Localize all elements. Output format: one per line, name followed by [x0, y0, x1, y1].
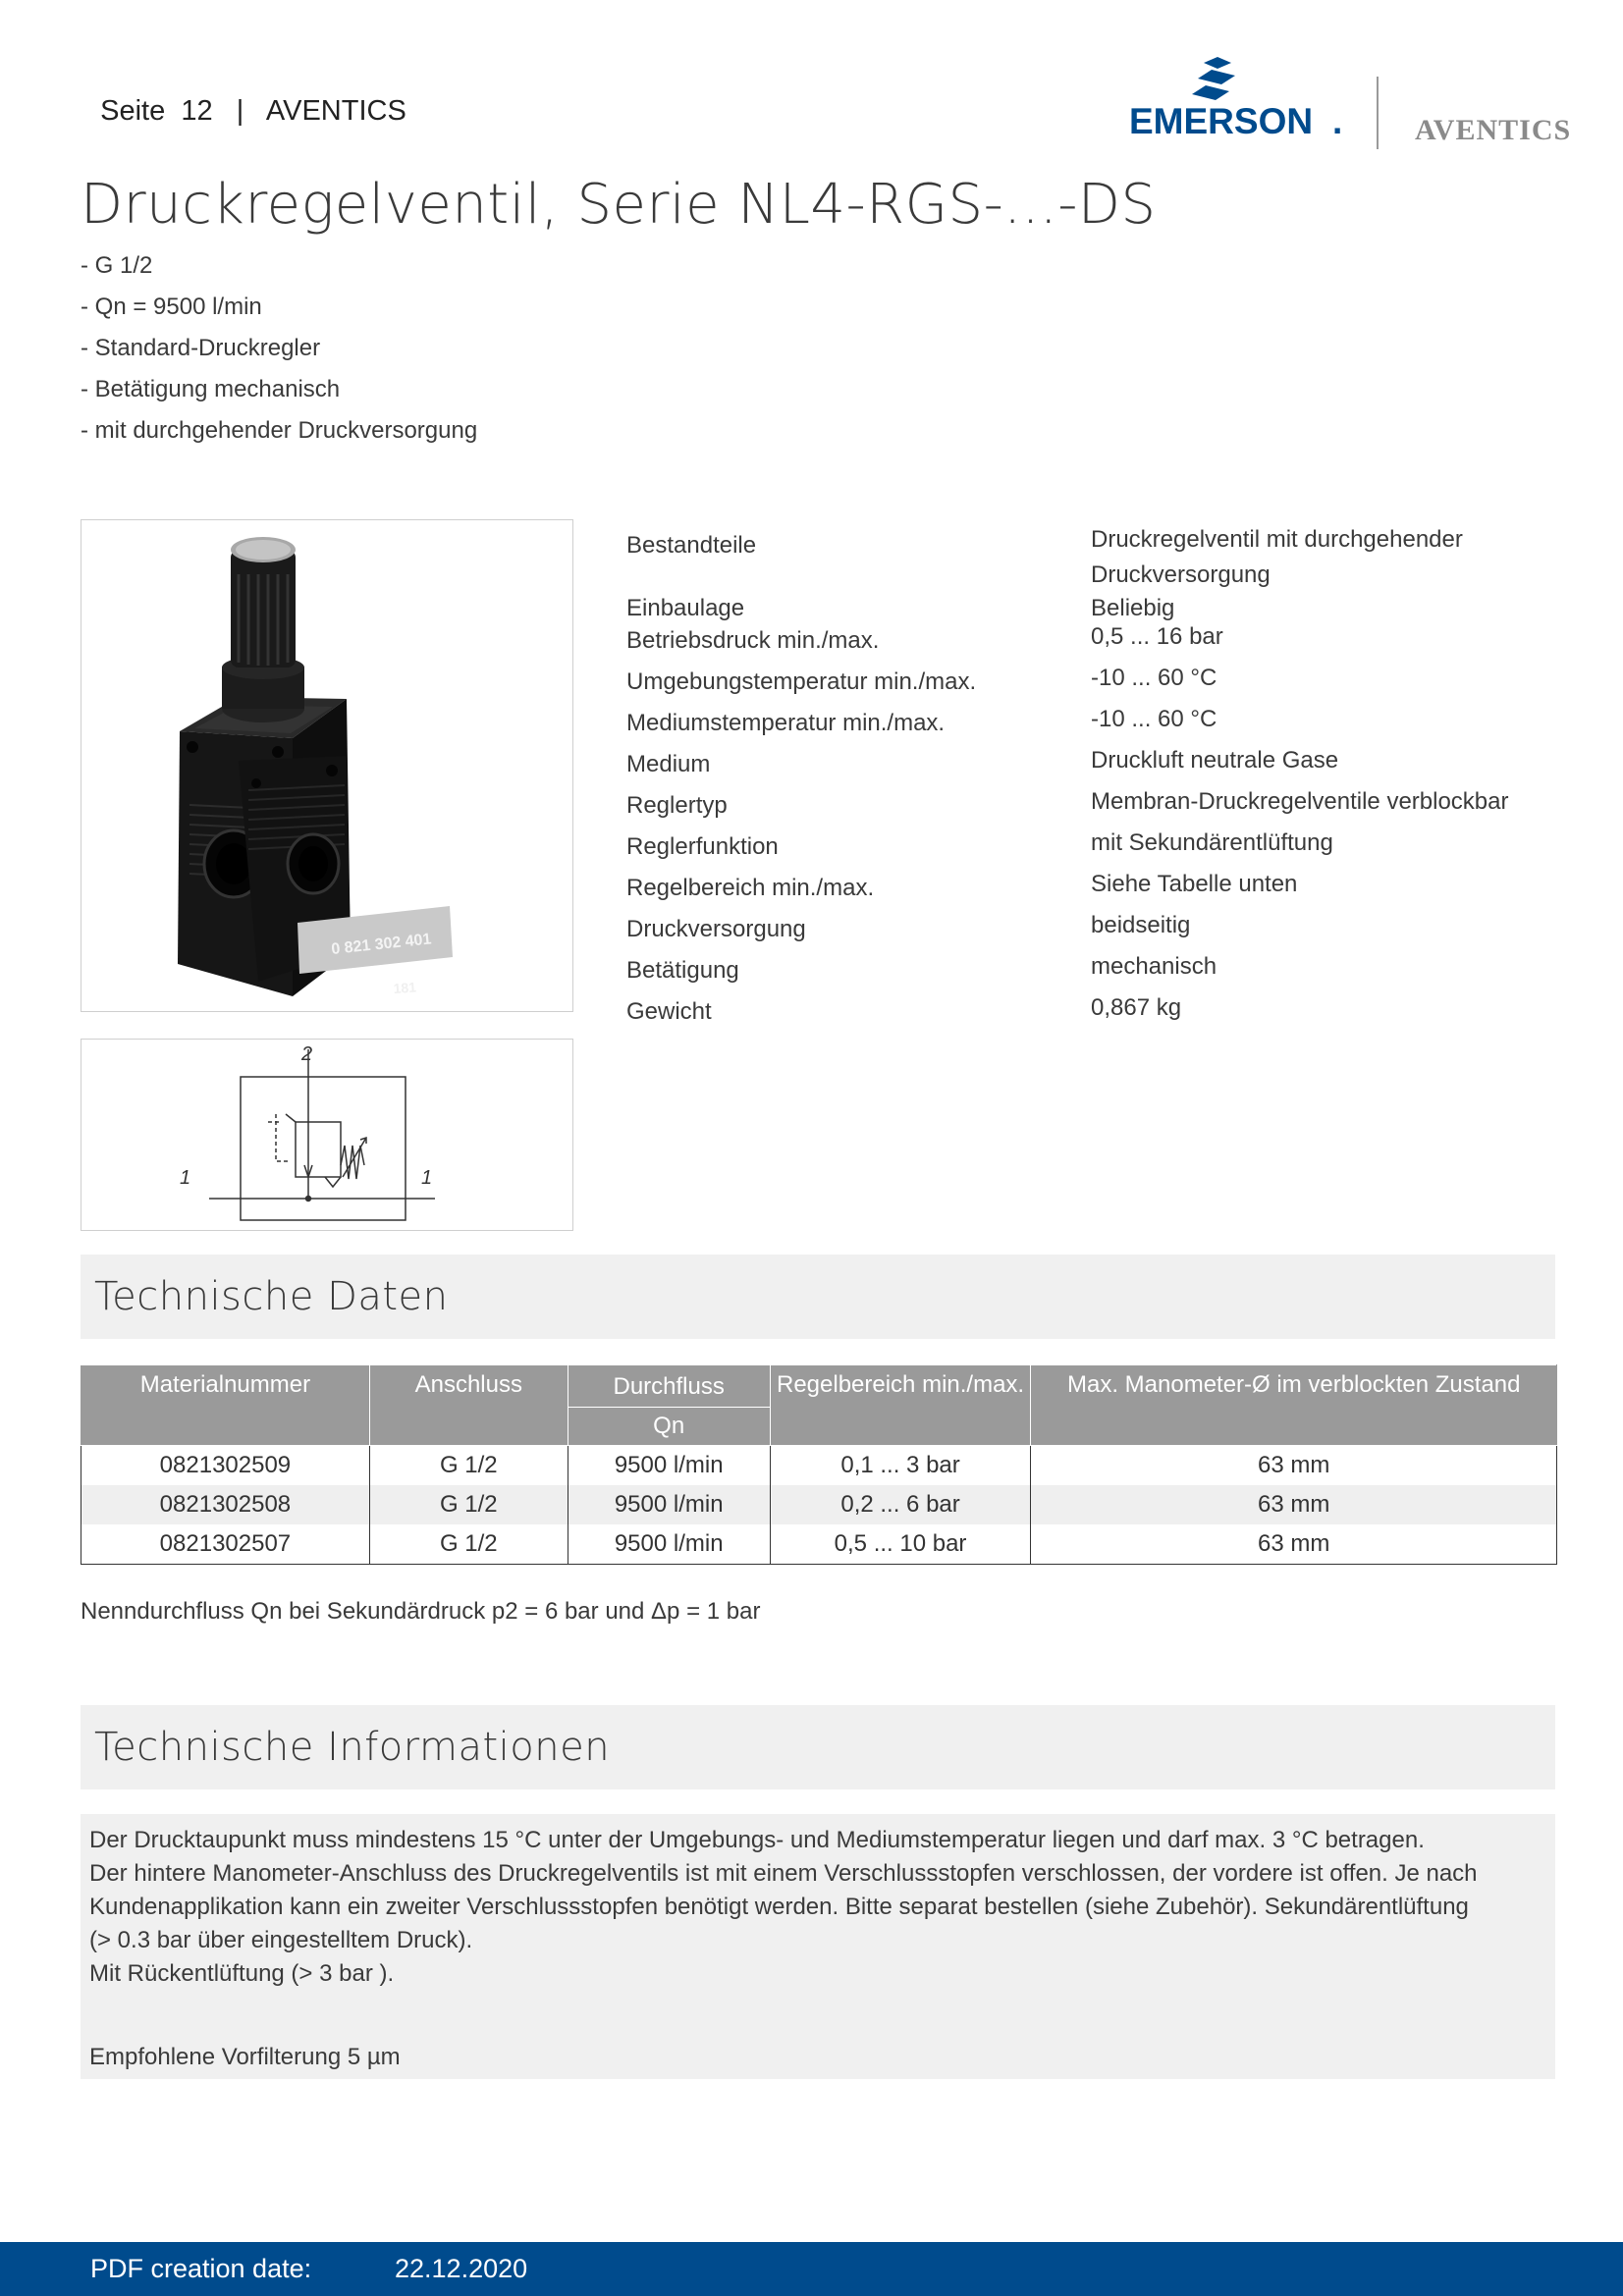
- table-cell: 0821302508: [81, 1485, 370, 1524]
- table-cell: G 1/2: [369, 1524, 568, 1565]
- info-line: (> 0.3 bar über eingestelltem Druck).: [89, 1927, 473, 1953]
- column-header: Anschluss: [369, 1365, 568, 1446]
- emerson-aventics-logo: [1127, 53, 1598, 151]
- page-title: Druckregelventil, Serie NL4-RGS-...-DS: [81, 173, 1157, 237]
- property-key: Betätigung: [626, 957, 739, 984]
- table-cell: 0821302507: [81, 1524, 370, 1565]
- property-row: [626, 744, 1549, 785]
- property-value-multiline: [1091, 522, 1549, 593]
- regulator-symbol-icon: [81, 1040, 572, 1230]
- table-cell: 0,1 ... 3 bar: [770, 1446, 1031, 1486]
- product-image: [81, 519, 573, 1012]
- emerson-wordmark: EMERSON: [1129, 101, 1314, 141]
- property-key: Medium: [626, 751, 711, 777]
- product-label-code: 181: [393, 979, 417, 996]
- table-footnote: Nenndurchfluss Qn bei Sekundärdruck p2 = 6 bar und Δp = 1 bar: [81, 1598, 761, 1625]
- feature-item: - Standard-Druckregler: [81, 335, 321, 361]
- property-key: Regelbereich min./max.: [626, 875, 875, 901]
- footer-label: PDF creation date:: [90, 2254, 312, 2283]
- property-key: Gewicht: [626, 998, 712, 1025]
- feature-item: - G 1/2: [81, 252, 153, 279]
- aventics-wordmark: AVENTICS: [1415, 114, 1572, 146]
- property-row: [626, 785, 1549, 827]
- table-row: [81, 1485, 1557, 1524]
- table-cell: G 1/2: [369, 1485, 568, 1524]
- property-key: Druckversorgung: [626, 916, 806, 942]
- table-cell: 9500 l/min: [568, 1446, 770, 1486]
- property-row: [626, 662, 1549, 703]
- feature-item: - Qn = 9500 l/min: [81, 294, 262, 320]
- property-value: Beliebig: [1091, 595, 1175, 621]
- table-row: [81, 1446, 1557, 1486]
- property-key: Reglerfunktion: [626, 833, 779, 860]
- property-value: mit Sekundärentlüftung: [1091, 829, 1333, 856]
- table-cell: 9500 l/min: [568, 1524, 770, 1565]
- column-header: Materialnummer: [81, 1365, 370, 1446]
- column-subheader: Qn: [568, 1408, 770, 1446]
- property-value: Membran-Druckregelventile verblockbar: [1091, 788, 1509, 815]
- port-label-right: 1: [421, 1167, 433, 1189]
- column-header: Max. Manometer-Ø im verblockten Zustand: [1031, 1365, 1557, 1446]
- property-row: [626, 909, 1549, 950]
- property-value: 0,867 kg: [1091, 994, 1182, 1021]
- property-value: -10 ... 60 °C: [1091, 706, 1217, 732]
- property-key: Einbaulage: [626, 595, 745, 621]
- section-title: Technische Daten: [94, 1274, 449, 1319]
- page-number: 12: [181, 95, 213, 127]
- table-cell: 63 mm: [1031, 1524, 1557, 1565]
- pressure-regulator-illustration: [81, 520, 572, 1011]
- property-row: [626, 522, 1549, 593]
- info-line: Kundenapplikation kann ein zweiter Verschlussstopfen benötigt werden. Bitte separat bestellen (siehe Zubehör). Sekundärentlüftung: [89, 1894, 1469, 1920]
- product-label-number: 0 821 302 401: [330, 931, 433, 958]
- info-text-box: [81, 1814, 1555, 2079]
- info-line: Der hintere Manometer-Anschluss des Druckregelventils ist mit einem Verschlussstopfen verschlossen, der vordere ist offen. Je nach: [89, 1860, 1478, 1887]
- section-title: Technische Informationen: [94, 1725, 611, 1770]
- property-row: [626, 950, 1549, 991]
- property-row: [626, 620, 1549, 662]
- property-value: Druckregelventil mit durchgehender: [1091, 526, 1463, 553]
- property-value: Siehe Tabelle unten: [1091, 871, 1298, 897]
- data-table: [81, 1364, 1557, 1565]
- property-key: Betriebsdruck min./max.: [626, 627, 880, 654]
- column-header: Regelbereich min./max.: [770, 1365, 1031, 1446]
- info-line: Mit Rückentlüftung (> 3 bar ).: [89, 1960, 395, 1987]
- property-value: -10 ... 60 °C: [1091, 665, 1217, 691]
- property-row: [626, 827, 1549, 868]
- table-cell: 0821302509: [81, 1446, 370, 1486]
- property-row: [626, 868, 1549, 909]
- port-label-top: 2: [301, 1043, 313, 1065]
- pneumatic-symbol: [81, 1039, 573, 1231]
- table-cell: 63 mm: [1031, 1446, 1557, 1486]
- property-list: [626, 522, 1549, 1033]
- property-row: [626, 703, 1549, 744]
- property-value: beidseitig: [1091, 912, 1191, 938]
- table-cell: 9500 l/min: [568, 1485, 770, 1524]
- feature-item: - mit durchgehender Druckversorgung: [81, 417, 478, 444]
- table-cell: 0,2 ... 6 bar: [770, 1485, 1031, 1524]
- column-header: Durchfluss: [568, 1365, 770, 1408]
- property-key: Mediumstemperatur min./max.: [626, 710, 946, 736]
- table-cell: 63 mm: [1031, 1485, 1557, 1524]
- feature-list: [81, 249, 477, 455]
- property-value: mechanisch: [1091, 953, 1217, 980]
- info-line: Empfohlene Vorfilterung 5 µm: [89, 2044, 401, 2070]
- table-cell: G 1/2: [369, 1446, 568, 1486]
- emerson-mark-icon: [1192, 57, 1235, 100]
- table-row: [81, 1524, 1557, 1565]
- property-key: Bestandteile: [626, 532, 757, 559]
- property-row: [626, 991, 1549, 1033]
- property-value: 0,5 ... 16 bar: [1091, 623, 1223, 650]
- port-label-left: 1: [180, 1167, 191, 1189]
- footer-date: 22.12.2020: [395, 2254, 528, 2283]
- footer-bar: [0, 2242, 1623, 2296]
- emerson-dot: .: [1332, 101, 1343, 141]
- header-separator: |: [236, 95, 244, 127]
- section-tech-data: [81, 1255, 1555, 1339]
- property-value: Druckversorgung: [1091, 561, 1271, 588]
- property-key: Reglertyp: [626, 792, 728, 819]
- property-key: Umgebungstemperatur min./max.: [626, 668, 977, 695]
- page-header: [84, 63, 406, 128]
- table-cell: 0,5 ... 10 bar: [770, 1524, 1031, 1565]
- page-label: Seite: [100, 95, 166, 127]
- header-brand: AVENTICS: [265, 95, 406, 127]
- feature-item: - Betätigung mechanisch: [81, 376, 341, 402]
- property-value: Druckluft neutrale Gase: [1091, 747, 1339, 774]
- info-line: Der Drucktaupunkt muss mindestens 15 °C unter der Umgebungs- und Mediumstemperatur liegen und darf max. 3 °C betragen.: [89, 1827, 1425, 1853]
- section-tech-info: [81, 1705, 1555, 1789]
